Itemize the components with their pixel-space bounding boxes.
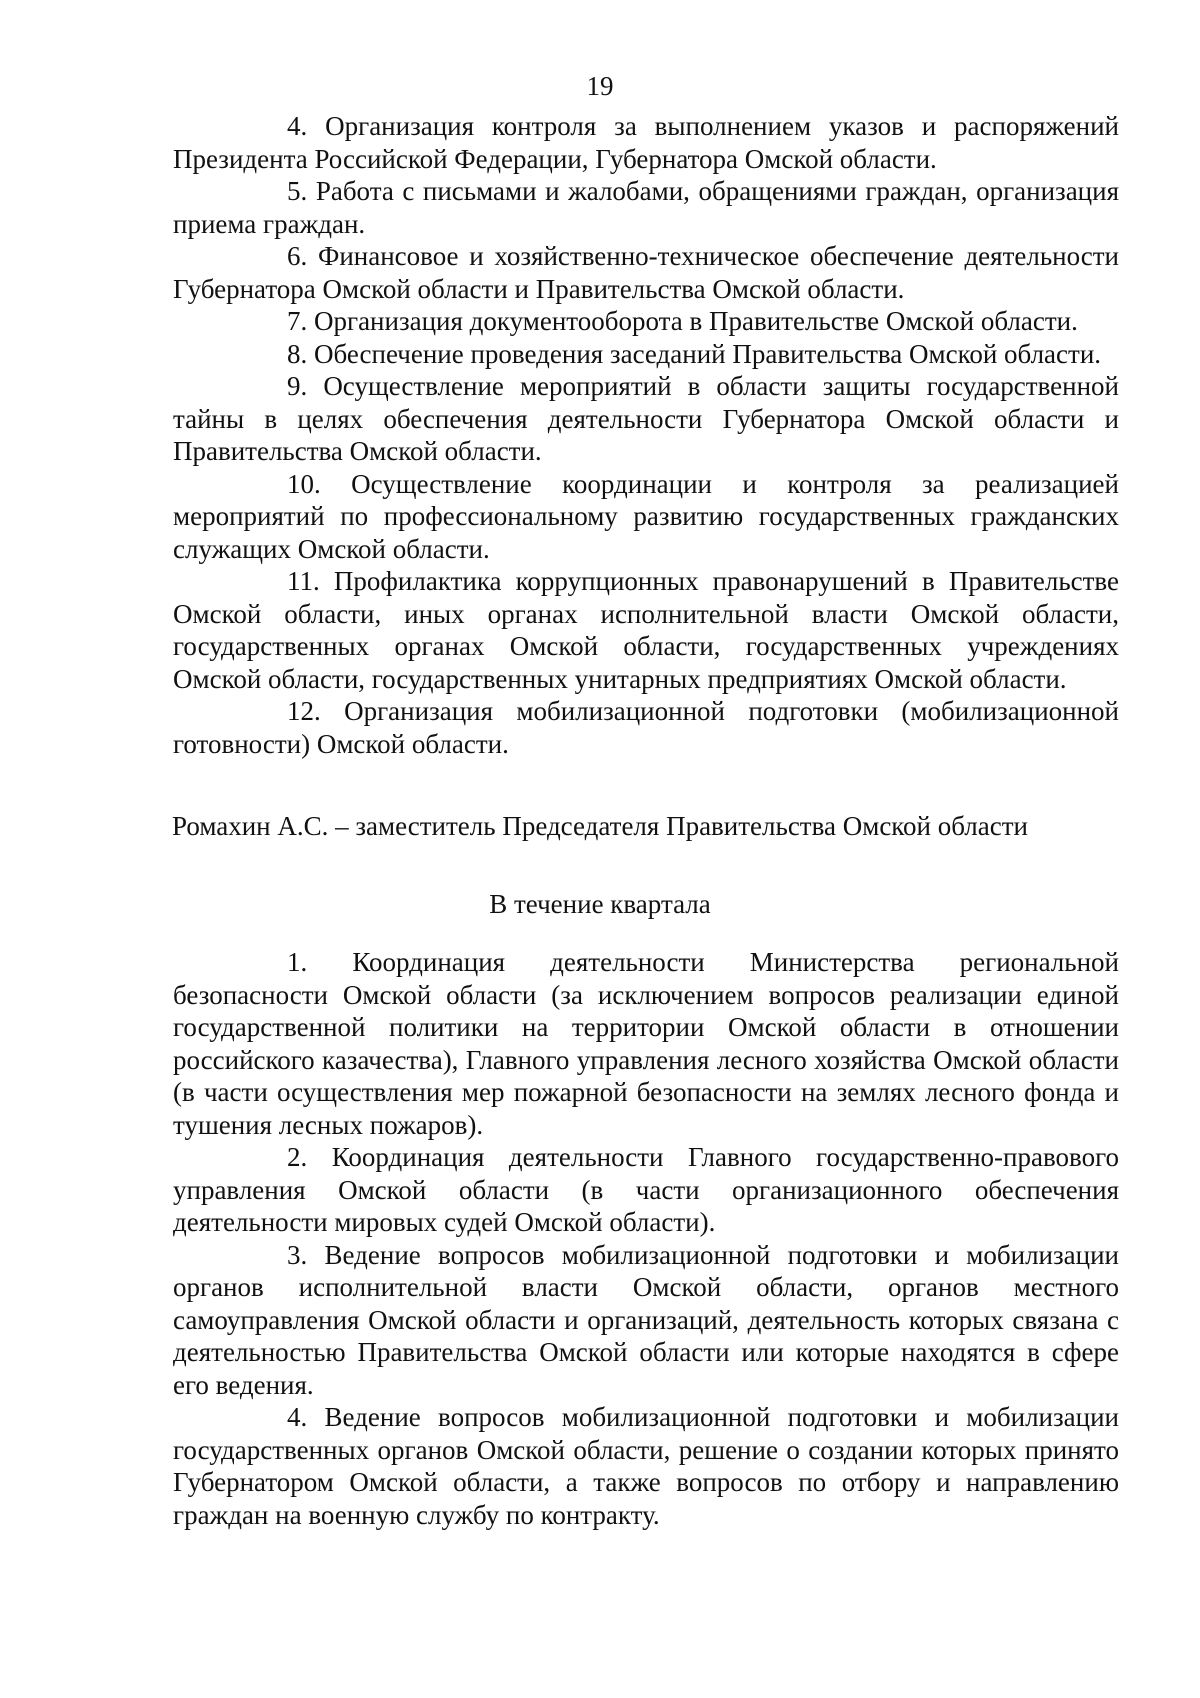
list-item [173, 110, 1119, 175]
item-number: 9. [287, 371, 308, 401]
item-number: 11. [287, 566, 320, 596]
list-item [173, 946, 1119, 1141]
list-item [173, 240, 1119, 305]
list-item [173, 305, 1119, 338]
period-heading: В течение квартала [489, 889, 711, 919]
item-number: 6. [287, 241, 308, 271]
item-number: 3. [287, 1239, 308, 1270]
item-number: 2. [287, 1142, 308, 1172]
list-item [173, 468, 1119, 566]
item-number: 12. [287, 696, 321, 726]
list-item [173, 1401, 1119, 1531]
item-text: Осуществление координации и контроля за реализацией мероприятий по профессиональному развитию государственных гражданских служащих Омской области. [173, 468, 1119, 564]
item-text: Обеспечение проведения заседаний Правительства Омской области. [314, 338, 1102, 369]
item-text: Ведение вопросов мобилизационной подготовки и мобилизации органов исполнительной власти Омской области, органов местного самоуправления Омской области и организаций, деятельность которых связана с деятельностью Правительства Омской области или которые находятся в сфере его ведения. [173, 1239, 1120, 1400]
list-item [173, 1141, 1119, 1239]
item-text: Финансовое и хозяйственно-техническое обеспечение деятельности Губернатора Омской области и Правительства Омской области. [173, 241, 1120, 304]
item-text: Профилактика коррупционных правонарушений в Правительстве Омской области, иных органах исполнительной власти Омской области, государственных органах Омской области, государственных учреждениях Омской области, государственных унитарных предприятиях Омской области. [173, 566, 1120, 694]
item-number: 10. [287, 468, 321, 499]
item-text: Организация мобилизационной подготовки (мобилизационной готовности) Омской области. [173, 696, 1119, 759]
item-text: Ведение вопросов мобилизационной подготовки и мобилизации государственных органов Омской области, решение о создании которых принято Губернатором Омской области, а также вопросов по отбору и направлению граждан на военную службу по контракту. [173, 1402, 1120, 1530]
list-item [173, 565, 1119, 695]
person-heading: Ромахин А.С. – заместитель Председателя Правительства Омской области [172, 811, 1028, 841]
bottom-list [173, 946, 1119, 1531]
item-number: 4. [287, 111, 308, 141]
item-text: Работа с письмами и жалобами, обращениями граждан, организация приема граждан. [173, 176, 1119, 239]
list-item [173, 175, 1119, 240]
item-number: 1. [287, 947, 308, 977]
item-number: 4. [287, 1402, 308, 1432]
item-text: Организация контроля за выполнением указов и распоряжений Президента Российской Федерации, Губернатора Омской области. [173, 111, 1120, 174]
item-text: Осуществление мероприятий в области защиты государственной тайны в целях обеспечения деятельности Губернатора Омской области и Правительства Омской области. [173, 371, 1120, 466]
top-list [173, 110, 1119, 760]
item-number: 7. [287, 306, 308, 336]
item-text: Координация деятельности Главного государственно-правового управления Омской области (в части организационного обеспечения деятельности мировых судей Омской области). [173, 1142, 1119, 1237]
list-item [173, 370, 1119, 468]
list-item [173, 1239, 1119, 1402]
item-text: Организация документооборота в Правительстве Омской области. [314, 306, 1078, 336]
list-item [173, 338, 1119, 371]
list-item [173, 695, 1119, 760]
page-number: 19 [586, 71, 614, 101]
item-number: 8. [287, 338, 308, 369]
item-number: 5. [287, 176, 308, 206]
item-text: Координация деятельности Министерства региональной безопасности Омской области (за исключением вопросов реализации единой государственной политики на территории Омской области в отношении российского казачества), Главного управления лесного хозяйства Омской области (в части осуществления мер пожарной безопасности на землях лесного фонда и тушения лесных пожаров). [173, 947, 1119, 1140]
